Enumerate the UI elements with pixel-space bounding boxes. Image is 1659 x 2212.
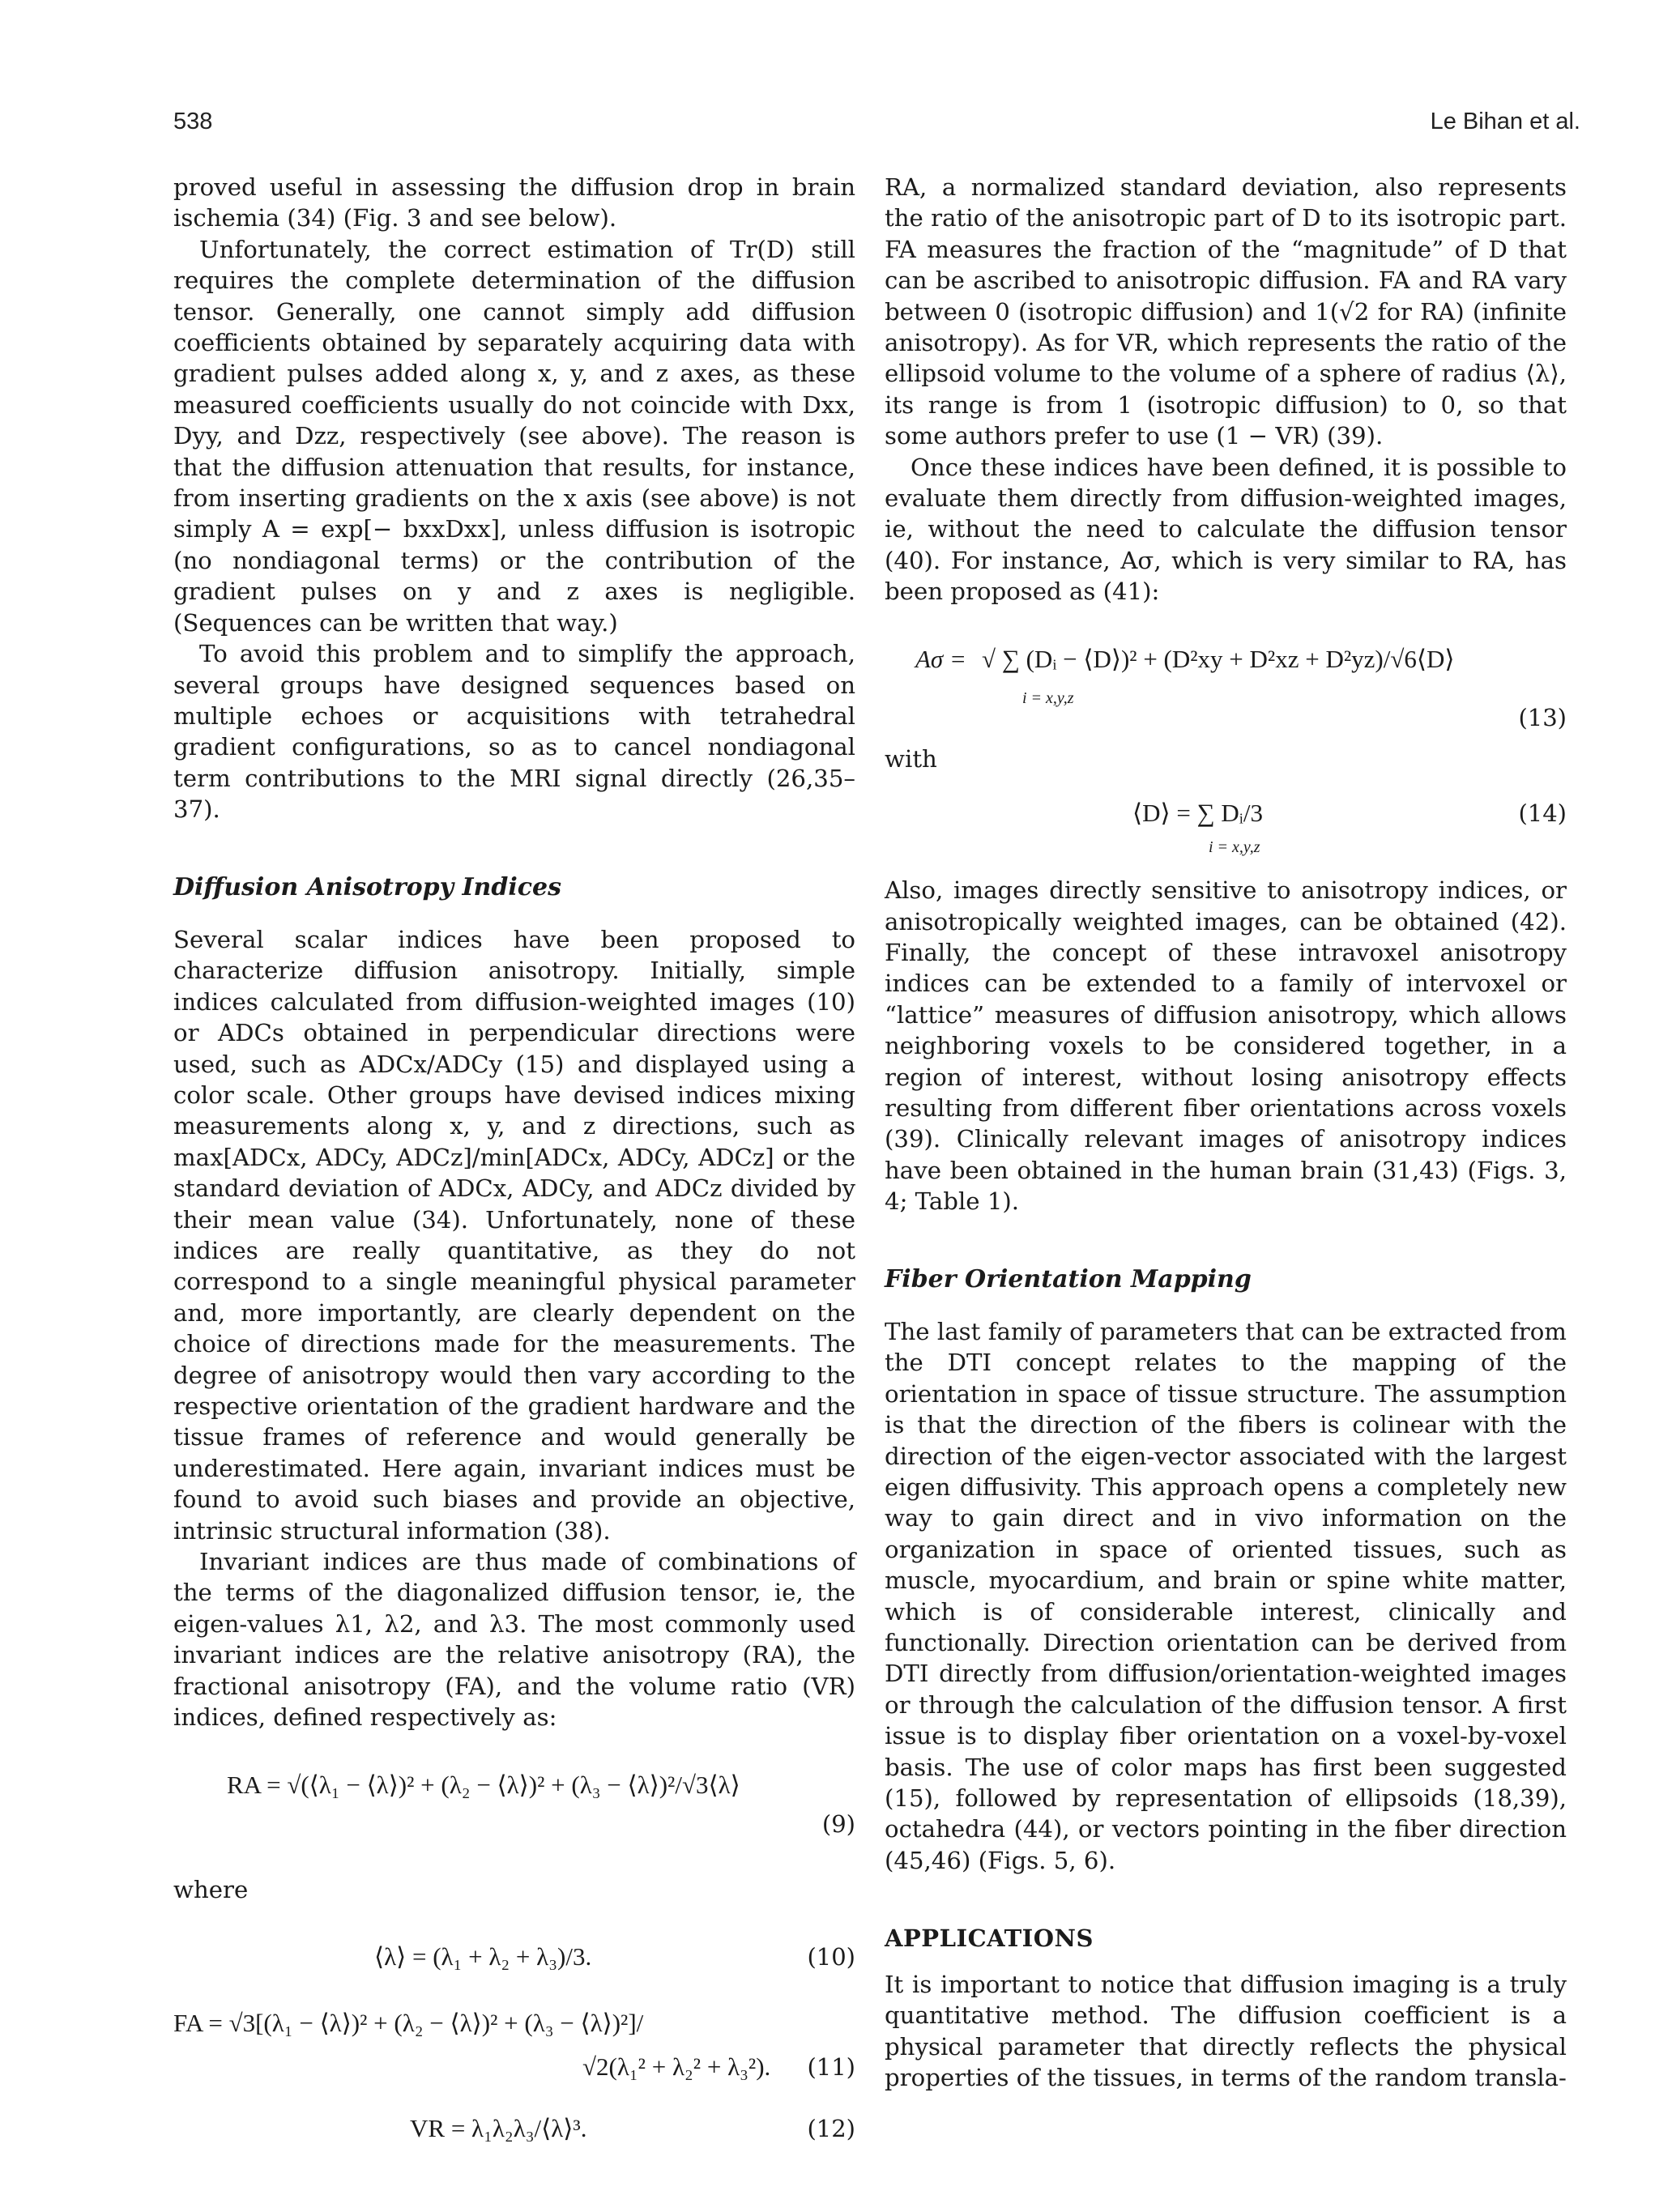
equation-14 bbox=[885, 797, 1567, 857]
equation-connector: with bbox=[885, 744, 937, 773]
equation-number: (11) bbox=[807, 2052, 855, 2081]
equation-number: (9) bbox=[821, 1809, 855, 1838]
equation-expression: √2(λ₁² + λ₂² + λ₃²). bbox=[582, 2052, 771, 2081]
equation-number: (12) bbox=[807, 2114, 855, 2142]
paragraph: Also, images directly sensitive to anisotropy indices, or anisotropically weighted images, can be obtained (42). Finally, the concept of these intravoxel anisotropy indices can be extended to a family of intervoxel or “lattice” measures of diffusion anisotropy, which allows neighboring voxels to be considered together, in a region of interest, without losing anisotropy effects resulting from different fiber orientations across voxels (39). Clinically relevant images of anisotropy indices have been obtained in the human brain (31,43) (Figs. 3, 4; Table 1). bbox=[885, 876, 1567, 1216]
paragraph: The last family of parameters that can be extracted from the DTI concept relates to the mapping of the orientation in space of tissue structure. The assumption is that the direction of the fibers is colinear with the direction of the eigen-vector associated with the largest eigen diffusivity. This approach opens a completely new way to gain direct and in vivo information on the organization in space of oriented tissues, such as muscle, myocardium, and brain or spine white matter, which is of considerable interest, clinically and functionally. Direction orientation can be derived from DTI directly from diffusion/orientation-weighted images or through the calculation of the diffusion tensor. A first issue is to display fiber orientation on a voxel-by-voxel basis. The use of color maps has first been suggested (15), followed by representation of ellipsoids (18,39), octahedra (44), or vectors pointing in the fiber direction (45,46) (Figs. 5, 6). bbox=[885, 1317, 1567, 1874]
left-column bbox=[173, 172, 855, 2161]
section-heading-fiber: Fiber Orientation Mapping bbox=[885, 1264, 1252, 1294]
equation-13 bbox=[885, 640, 1567, 737]
equation-9 bbox=[173, 1769, 855, 1866]
equation-expression: √ ∑ (Dᵢ − ⟨D⟩)² + (D²xy + D²xz + D²yz)/√6⟨D⟩ bbox=[982, 644, 1455, 673]
equation-summation-limits: i = x,y,z bbox=[1209, 838, 1260, 857]
equation-10 bbox=[173, 1941, 855, 1989]
equation-number: (14) bbox=[1518, 799, 1567, 828]
equation-expression: VR = λ₁λ₂λ₃/⟨λ⟩³. bbox=[410, 2113, 587, 2142]
paragraph: Several scalar indices have been proposed to characterize diffusion anisotropy. Initially, simple indices calculated from diffusion-weighted images (10) or ADCs obtained in perpendicular directions were used, such as ADCx/ADCy (15) and displayed using a color scale. Other groups have devised indices mixing measurements along x, y, and z directions, such as max[ADCx, ADCy, ADCz]/min[ADCx, ADCy, ADCz] or the standard deviation of ADCx, ADCy, and ADCz divided by their mean value (34). Unfortunately, none of these indices are really quantitative, as they do not correspond to a single meaningful physical parameter and, more importantly, are clearly dependent on the choice of directions made for the measurements. The degree of anisotropy would then vary according to the respective orientation of the gradient hardware and the tissue frames of reference and would generally be underestimated. Here again, invariant indices must be found to avoid such biases and provide an objective, intrinsic structural information (38). bbox=[173, 925, 855, 1545]
paragraph: proved useful in assessing the diffusion drop in brain ischemia (34) (Fig. 3 and see below). bbox=[173, 173, 855, 232]
equation-connector: where bbox=[173, 1875, 249, 1903]
equation-12 bbox=[173, 2112, 855, 2161]
paragraph: It is important to notice that diffusion imaging is a truly quantitative method. The diffusion coefficient is a physical parameter that directly reflects the physical properties of the tissues, in terms of the random transla- bbox=[885, 1970, 1567, 2091]
paragraph: Unfortunately, the correct estimation of Tr(D) still requires the complete determination of the diffusion tensor. Generally, one cannot simply add diffusion coefficients obtained by separately acquiring data with gradient pulses added along x, y, and z axes, as these measured coefficients usually do not coincide with Dxx, Dyy, and Dzz, respectively (see above). The reason is that the diffusion attenuation that results, for instance, from inserting gradients on the x axis (see above) is not simply A = exp[− bxxDxx], unless diffusion is isotropic (no nondiagonal terms) or the contribution of the gradient pulses on y and z axes is negligible. (Sequences can be written that way.) bbox=[173, 235, 855, 637]
equation-expression: ⟨D⟩ = ∑ Dᵢ/3 bbox=[1132, 799, 1263, 828]
page-number: 538 bbox=[173, 109, 213, 134]
paragraph: To avoid this problem and to simplify the approach, several groups have designed sequences based on multiple echoes or acquisitions with tetrahedral gradient configurations, so as to cancel nondiagonal term contributions to the MRI signal directly (26,35–37). bbox=[173, 640, 855, 824]
paragraph: Invariant indices are thus made of combinations of the terms of the diagonalized diffusion tensor, ie, the eigen-values λ1, λ2, and λ3. The most commonly used invariant indices are the relative anisotropy (RA), the fractional anisotropy (FA), and the volume ratio (VR) indices, defined respectively as: bbox=[173, 1548, 855, 1732]
equation-11 bbox=[173, 2007, 855, 2088]
equation-number: (10) bbox=[807, 1942, 855, 1971]
right-column bbox=[885, 172, 1567, 2093]
paragraph: RA, a normalized standard deviation, also represents the ratio of the anisotropic part of D to its isotropic part. FA measures the fraction of the “magnitude” of D that can be ascribed to anisotropic diffusion. FA and RA vary between 0 (isotropic diffusion) and 1(√2 for RA) (infinite anisotropy). As for VR, which represents the ratio of the ellipsoid volume to the volume of a sphere of radius ⟨λ⟩, its range is from 1 (isotropic diffusion) to 0, so that some authors prefer to use (1 − VR) (39). bbox=[885, 173, 1567, 450]
equation-expression: FA = √3[(λ₁ − ⟨λ⟩)² + (λ₂ − ⟨λ⟩)² + (λ₃ − ⟨λ⟩)²]/ bbox=[173, 2008, 644, 2037]
paragraph: Once these indices have been defined, it is possible to evaluate them directly from diffusion-weighted images, ie, without the need to calculate the diffusion tensor (40). For instance, Aσ, which is very similar to RA, has been proposed as (41): bbox=[885, 453, 1567, 606]
running-head-authors: Le Bihan et al. bbox=[1430, 109, 1580, 134]
section-heading-anisotropy: Diffusion Anisotropy Indices bbox=[173, 872, 561, 901]
equation-expression: RA = √(⟨λ₁ − ⟨λ⟩)² + (λ₂ − ⟨λ⟩)² + (λ₃ − ⟨λ⟩)²/√3⟨λ⟩ bbox=[227, 1770, 740, 1799]
equation-number: (13) bbox=[1518, 703, 1567, 731]
equation-expression: ⟨λ⟩ = (λ₁ + λ₂ + λ₃)/3. bbox=[374, 1941, 592, 1971]
equation-summation-limits: i = x,y,z bbox=[1022, 688, 1074, 707]
equation-lhs: Aσ = bbox=[915, 644, 966, 673]
section-heading-applications: APPLICATIONS bbox=[885, 1924, 1094, 1953]
